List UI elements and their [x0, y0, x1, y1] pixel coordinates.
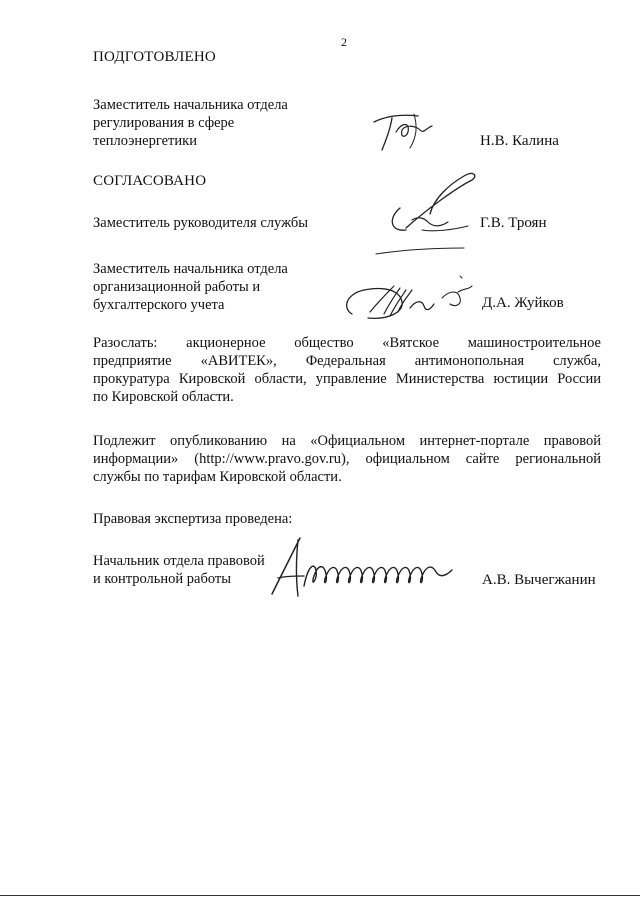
- publication-paragraph: [93, 432, 601, 486]
- distribution-line: предприятие «АВИТЕК», Федеральная антимонопольная служба,: [93, 353, 601, 369]
- agreed-name-1: Г.В. Троян: [480, 215, 547, 231]
- prepared-role-line: теплоэнергетики: [93, 133, 197, 149]
- footer-divider: [0, 895, 640, 896]
- agreed-role-line: Заместитель руководителя службы: [93, 215, 309, 231]
- prepared-role-line: Заместитель начальника отдела: [93, 97, 288, 113]
- legal-review-role: [93, 552, 265, 588]
- signature-kalina: [366, 108, 446, 154]
- legal-role-line: Начальник отдела правовой: [93, 553, 265, 569]
- publication-line: службы по тарифам Кировской области.: [93, 469, 342, 485]
- distribution-line: по Кировской области.: [93, 389, 234, 405]
- legal-review-text: Правовая экспертиза проведена:: [93, 511, 293, 527]
- publication-line: информации» (http://www.pravo.gov.ru), официальном сайте региональной: [93, 451, 601, 467]
- agreed-name-2: Д.А. Жуйков: [482, 295, 564, 311]
- page-number: 2: [341, 35, 347, 49]
- agreed-role-line: организационной работы и: [93, 279, 261, 295]
- agreed-heading: СОГЛАСОВАНО: [93, 173, 207, 189]
- legal-review-name: А.В. Вычегжанин: [482, 572, 596, 588]
- legal-role-line: и контрольной работы: [93, 571, 231, 587]
- signature-troyan: [372, 170, 482, 262]
- prepared-name: Н.В. Калина: [480, 133, 559, 149]
- signature-zhuikov: [340, 272, 480, 328]
- distribution-paragraph: [93, 334, 601, 406]
- publication-line: Подлежит опубликованию на «Официальном интернет-портале правовой: [93, 433, 601, 449]
- prepared-role-line: регулирования в сфере: [93, 115, 235, 131]
- distribution-line: прокуратура Кировской области, управление Министерства юстиции России: [93, 371, 601, 387]
- agreed-role-line: Заместитель начальника отдела: [93, 261, 288, 277]
- signature-vychegzhanin: [252, 536, 462, 602]
- prepared-role: [93, 96, 288, 150]
- agreed-role-1: [93, 214, 308, 232]
- prepared-heading: ПОДГОТОВЛЕНО: [93, 49, 216, 65]
- agreed-role-line: бухгалтерского учета: [93, 297, 225, 313]
- agreed-role-2: [93, 260, 288, 314]
- distribution-line: Разослать: акционерное общество «Вятское машиностроительное: [93, 335, 601, 351]
